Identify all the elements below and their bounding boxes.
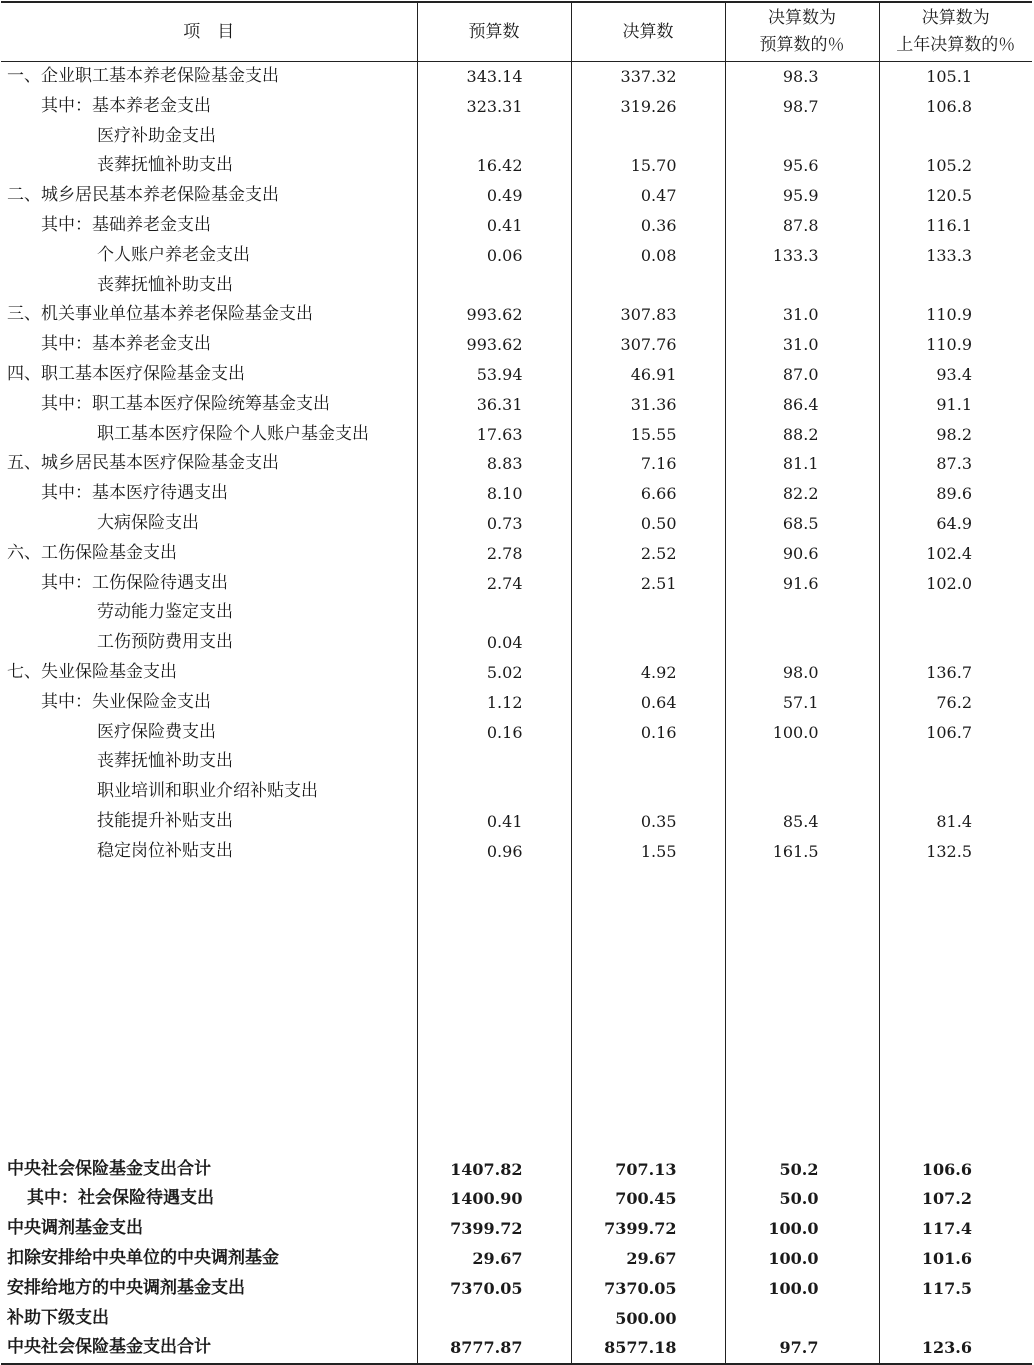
pct-prev-cell: 101.6 — [879, 1244, 1032, 1274]
table-row — [1, 360, 1032, 390]
pct-budget-cell: 50.2 — [725, 1155, 879, 1185]
final-cell: 15.70 — [571, 151, 725, 181]
row-label: 丧葬抚恤补助支出 — [97, 155, 233, 176]
pct-budget-cell: 68.5 — [725, 509, 879, 539]
table-row — [1, 449, 1032, 479]
table-row — [1, 1244, 1032, 1274]
final-cell: 0.16 — [571, 718, 725, 748]
header-budget: 预算数 — [417, 2, 571, 62]
table-row — [1, 837, 1032, 867]
pct-prev-cell: 107.2 — [879, 1184, 1032, 1214]
budget-cell: 0.49 — [417, 181, 571, 211]
budget-cell: 7370.05 — [417, 1274, 571, 1304]
final-cell: 15.55 — [571, 420, 725, 450]
table-row — [1, 569, 1032, 599]
row-label: 职业培训和职业介绍补贴支出 — [97, 781, 318, 802]
pct-budget-cell: 91.6 — [725, 569, 879, 599]
table-row — [1, 271, 1032, 301]
budget-cell: 29.67 — [417, 1244, 571, 1274]
table-row — [1, 479, 1032, 509]
budget-cell: 17.63 — [417, 420, 571, 450]
row-label: 六、工伤保险基金支出 — [7, 542, 177, 563]
final-cell: 2.52 — [571, 539, 725, 569]
table-body — [1, 62, 1032, 1365]
spacer-cell — [725, 867, 879, 1155]
pct-prev-cell — [879, 628, 1032, 658]
final-cell: 7.16 — [571, 449, 725, 479]
row-label: 其中：基本医疗待遇支出 — [41, 483, 228, 504]
row-label: 七、失业保险基金支出 — [7, 661, 177, 682]
spacer-cell — [879, 867, 1032, 1155]
pct-prev-cell: 106.8 — [879, 92, 1032, 122]
table-row — [1, 777, 1032, 807]
budget-cell: 16.42 — [417, 151, 571, 181]
pct-prev-cell — [879, 1304, 1032, 1334]
final-cell: 0.36 — [571, 211, 725, 241]
row-label: 稳定岗位补贴支出 — [97, 840, 233, 861]
row-label: 一、企业职工基本养老保险基金支出 — [7, 66, 279, 86]
pct-prev-cell: 117.4 — [879, 1214, 1032, 1244]
spacer-cell — [1, 867, 417, 1155]
budget-cell: 993.62 — [417, 330, 571, 360]
budget-cell: 2.78 — [417, 539, 571, 569]
pct-prev-cell: 81.4 — [879, 807, 1032, 837]
final-cell: 8577.18 — [571, 1333, 725, 1364]
table-row — [1, 211, 1032, 241]
row-label: 二、城乡居民基本养老保险基金支出 — [7, 185, 279, 206]
table-row — [1, 390, 1032, 420]
table-row — [1, 1304, 1032, 1334]
final-cell: 307.83 — [571, 300, 725, 330]
final-cell — [571, 271, 725, 301]
pct-prev-cell — [879, 598, 1032, 628]
budget-cell — [417, 747, 571, 777]
pct-budget-cell — [725, 598, 879, 628]
pct-budget-cell: 81.1 — [725, 449, 879, 479]
row-label: 丧葬抚恤补助支出 — [97, 751, 233, 772]
final-cell: 31.36 — [571, 390, 725, 420]
pct-prev-cell: 87.3 — [879, 449, 1032, 479]
pct-budget-cell: 100.0 — [725, 718, 879, 748]
row-label: 五、城乡居民基本医疗保险基金支出 — [7, 453, 279, 474]
budget-cell: 8.10 — [417, 479, 571, 509]
budget-cell: 36.31 — [417, 390, 571, 420]
header-pct-budget — [725, 2, 879, 62]
row-label: 职工基本医疗保险个人账户基金支出 — [97, 423, 369, 444]
row-label: 医疗补助金支出 — [97, 125, 216, 146]
final-cell: 0.47 — [571, 181, 725, 211]
final-cell: 0.35 — [571, 807, 725, 837]
row-label: 中央社会保险基金支出合计 — [7, 1158, 211, 1179]
pct-budget-cell: 31.0 — [725, 300, 879, 330]
budget-cell — [417, 598, 571, 628]
pct-budget-cell: 85.4 — [725, 807, 879, 837]
table-row — [1, 747, 1032, 777]
spacer-cell — [417, 867, 571, 1155]
final-cell: 46.91 — [571, 360, 725, 390]
budget-cell: 0.04 — [417, 628, 571, 658]
budget-cell: 8.83 — [417, 449, 571, 479]
pct-prev-cell: 64.9 — [879, 509, 1032, 539]
pct-budget-cell — [725, 628, 879, 658]
row-label: 其中：职工基本医疗保险统筹基金支出 — [41, 393, 330, 414]
pct-budget-cell: 87.8 — [725, 211, 879, 241]
table-row — [1, 658, 1032, 688]
final-cell: 1.55 — [571, 837, 725, 867]
pct-prev-cell: 120.5 — [879, 181, 1032, 211]
pct-budget-cell — [725, 122, 879, 152]
row-label: 其中：基本养老金支出 — [41, 95, 211, 116]
final-cell: 307.76 — [571, 330, 725, 360]
final-cell: 29.67 — [571, 1244, 725, 1274]
pct-prev-cell — [879, 122, 1032, 152]
final-cell: 2.51 — [571, 569, 725, 599]
budget-cell: 0.41 — [417, 807, 571, 837]
table-row — [1, 807, 1032, 837]
header-pct-prev-line1: 决算数为 — [921, 8, 990, 28]
row-label: 补助下级支出 — [7, 1307, 109, 1328]
table-row — [1, 1155, 1032, 1185]
header-pct-prev-line2: 上年决算数的％ — [896, 35, 1016, 55]
table-row — [1, 1184, 1032, 1214]
spacer-row — [1, 867, 1032, 1155]
budget-cell: 0.41 — [417, 211, 571, 241]
pct-budget-cell: 57.1 — [725, 688, 879, 718]
table-row — [1, 1214, 1032, 1244]
pct-prev-cell — [879, 271, 1032, 301]
budget-cell — [417, 271, 571, 301]
pct-budget-cell: 50.0 — [725, 1184, 879, 1214]
budget-cell: 5.02 — [417, 658, 571, 688]
row-label: 丧葬抚恤补助支出 — [97, 274, 233, 295]
table-row — [1, 718, 1032, 748]
budget-cell: 1407.82 — [417, 1155, 571, 1185]
pct-prev-cell: 93.4 — [879, 360, 1032, 390]
pct-prev-cell: 136.7 — [879, 658, 1032, 688]
pct-budget-cell: 86.4 — [725, 390, 879, 420]
pct-prev-cell: 132.5 — [879, 837, 1032, 867]
spacer-cell — [571, 867, 725, 1155]
header-pct-budget-line1: 决算数为 — [768, 8, 836, 28]
pct-budget-cell: 95.9 — [725, 181, 879, 211]
final-cell: 4.92 — [571, 658, 725, 688]
table-row — [1, 1274, 1032, 1304]
pct-budget-cell — [725, 777, 879, 807]
header-final: 决算数 — [571, 2, 725, 62]
pct-budget-cell: 97.7 — [725, 1333, 879, 1364]
budget-cell — [417, 777, 571, 807]
budget-cell: 8777.87 — [417, 1333, 571, 1364]
pct-prev-cell: 110.9 — [879, 330, 1032, 360]
table-row — [1, 628, 1032, 658]
final-cell: 7399.72 — [571, 1214, 725, 1244]
row-label: 工伤预防费用支出 — [97, 632, 233, 653]
pct-prev-cell: 89.6 — [879, 479, 1032, 509]
table-row — [1, 181, 1032, 211]
final-cell: 0.08 — [571, 241, 725, 271]
table-header-row — [1, 2, 1032, 62]
pct-budget-cell — [725, 747, 879, 777]
budget-cell: 1400.90 — [417, 1184, 571, 1214]
row-label: 技能提升补贴支出 — [97, 810, 233, 831]
pct-budget-cell: 88.2 — [725, 420, 879, 450]
row-label: 劳动能力鉴定支出 — [97, 602, 233, 623]
table-row — [1, 241, 1032, 271]
table-row — [1, 598, 1032, 628]
final-cell: 700.45 — [571, 1184, 725, 1214]
pct-prev-cell: 76.2 — [879, 688, 1032, 718]
row-label: 四、职工基本医疗保险基金支出 — [7, 363, 245, 384]
budget-cell — [417, 122, 571, 152]
final-cell: 7370.05 — [571, 1274, 725, 1304]
pct-budget-cell: 161.5 — [725, 837, 879, 867]
row-label: 其中：基础养老金支出 — [41, 214, 211, 235]
row-label: 医疗保险费支出 — [97, 721, 216, 742]
final-cell: 707.13 — [571, 1155, 725, 1185]
table-row — [1, 62, 1032, 92]
row-label: 其中：基本养老金支出 — [41, 334, 211, 355]
table-row — [1, 539, 1032, 569]
final-cell: 0.50 — [571, 509, 725, 539]
table-row — [1, 92, 1032, 122]
header-pct-prev — [879, 2, 1032, 62]
pct-prev-cell: 110.9 — [879, 300, 1032, 330]
row-label: 扣除安排给中央单位的中央调剂基金 — [7, 1247, 279, 1268]
budget-cell: 1.12 — [417, 688, 571, 718]
table-row — [1, 330, 1032, 360]
pct-budget-cell: 133.3 — [725, 241, 879, 271]
final-cell: 6.66 — [571, 479, 725, 509]
pct-prev-cell: 106.7 — [879, 718, 1032, 748]
budget-cell: 0.96 — [417, 837, 571, 867]
pct-prev-cell — [879, 747, 1032, 777]
budget-cell: 53.94 — [417, 360, 571, 390]
pct-budget-cell: 95.6 — [725, 151, 879, 181]
pct-prev-cell: 133.3 — [879, 241, 1032, 271]
row-label: 安排给地方的中央调剂基金支出 — [7, 1277, 245, 1298]
row-label: 中央社会保险基金支出合计 — [1, 1333, 417, 1364]
pct-budget-cell: 98.3 — [725, 62, 879, 92]
table-row — [1, 300, 1032, 330]
pct-prev-cell: 106.6 — [879, 1155, 1032, 1185]
table-row — [1, 1333, 1032, 1364]
expenditure-table — [1, 1, 1032, 1365]
budget-cell: 2.74 — [417, 569, 571, 599]
final-cell: 337.32 — [571, 62, 725, 92]
budget-cell: 343.14 — [417, 62, 571, 92]
pct-prev-cell — [879, 777, 1032, 807]
row-label: 个人账户养老金支出 — [97, 244, 250, 265]
row-label: 中央调剂基金支出 — [7, 1218, 143, 1239]
pct-prev-cell: 105.1 — [879, 62, 1032, 92]
budget-cell: 0.73 — [417, 509, 571, 539]
pct-budget-cell: 90.6 — [725, 539, 879, 569]
pct-prev-cell: 102.0 — [879, 569, 1032, 599]
pct-prev-cell: 123.6 — [879, 1333, 1032, 1364]
budget-cell: 0.06 — [417, 241, 571, 271]
header-pct-budget-line2: 预算数的％ — [759, 35, 845, 55]
table-row — [1, 151, 1032, 181]
table-row — [1, 122, 1032, 152]
pct-budget-cell — [725, 271, 879, 301]
row-label: 大病保险支出 — [97, 512, 199, 533]
final-cell: 0.64 — [571, 688, 725, 718]
pct-prev-cell: 91.1 — [879, 390, 1032, 420]
final-cell — [571, 628, 725, 658]
final-cell: 500.00 — [571, 1304, 725, 1334]
pct-prev-cell: 116.1 — [879, 211, 1032, 241]
pct-budget-cell: 82.2 — [725, 479, 879, 509]
final-cell — [571, 598, 725, 628]
pct-budget-cell: 98.0 — [725, 658, 879, 688]
pct-budget-cell — [725, 1304, 879, 1334]
table-row — [1, 420, 1032, 450]
table-row — [1, 688, 1032, 718]
final-cell — [571, 777, 725, 807]
header-item: 项 目 — [1, 2, 417, 62]
pct-budget-cell: 100.0 — [725, 1274, 879, 1304]
budget-cell: 323.31 — [417, 92, 571, 122]
pct-budget-cell: 100.0 — [725, 1214, 879, 1244]
pct-budget-cell: 98.7 — [725, 92, 879, 122]
pct-budget-cell: 87.0 — [725, 360, 879, 390]
pct-prev-cell: 102.4 — [879, 539, 1032, 569]
budget-cell: 7399.72 — [417, 1214, 571, 1244]
final-cell — [571, 747, 725, 777]
pct-budget-cell: 31.0 — [725, 330, 879, 360]
pct-prev-cell: 117.5 — [879, 1274, 1032, 1304]
row-label: 三、机关事业单位基本养老保险基金支出 — [7, 304, 313, 325]
budget-cell: 0.16 — [417, 718, 571, 748]
pct-budget-cell: 100.0 — [725, 1244, 879, 1274]
final-cell: 319.26 — [571, 92, 725, 122]
row-label: 其中：失业保险金支出 — [41, 691, 211, 712]
pct-prev-cell: 98.2 — [879, 420, 1032, 450]
pct-prev-cell: 105.2 — [879, 151, 1032, 181]
budget-cell — [417, 1304, 571, 1334]
row-label: 其中：社会保险待遇支出 — [27, 1188, 214, 1209]
row-label: 其中：工伤保险待遇支出 — [41, 572, 228, 593]
budget-cell: 993.62 — [417, 300, 571, 330]
table-row — [1, 509, 1032, 539]
final-cell — [571, 122, 725, 152]
